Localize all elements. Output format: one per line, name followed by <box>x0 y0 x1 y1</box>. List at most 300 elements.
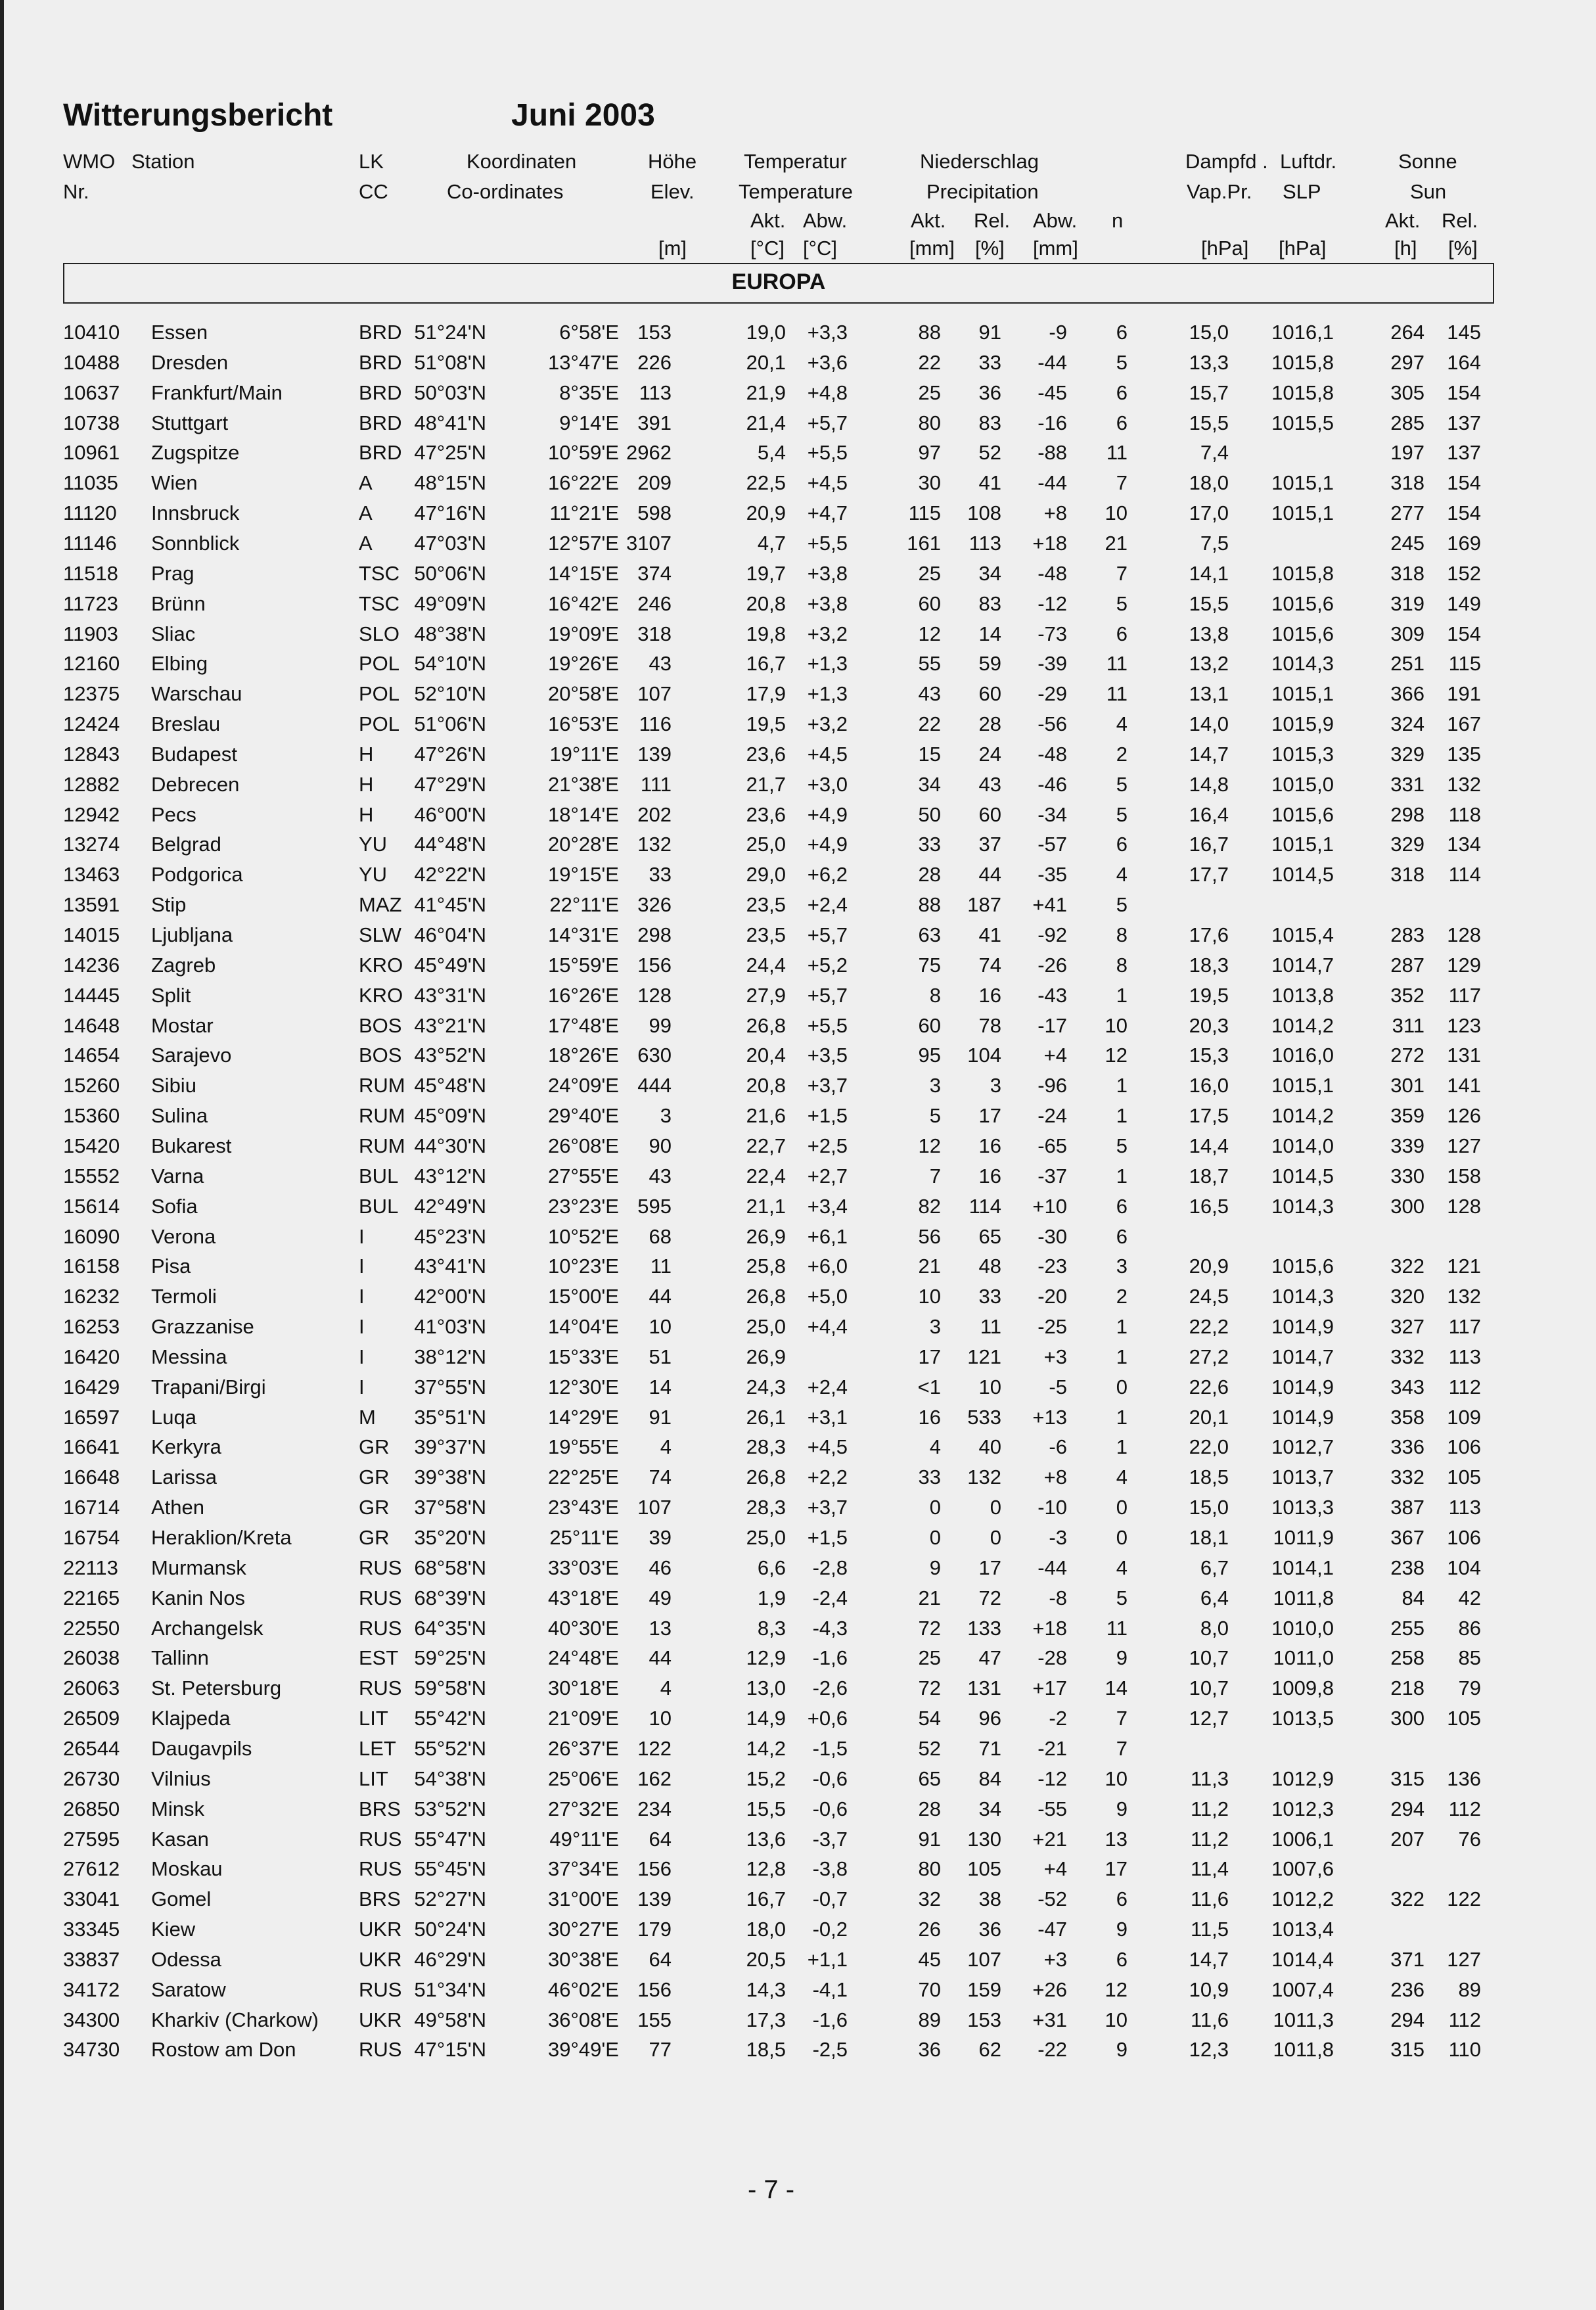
country-code: MAZ <box>359 893 402 916</box>
precip-actual: 0 <box>929 1526 941 1549</box>
temp-actual: 28,3 <box>746 1435 786 1458</box>
elevation: 598 <box>637 501 672 524</box>
longitude: 33°03'E <box>548 1556 619 1579</box>
longitude: 30°38'E <box>548 1948 619 1971</box>
temp-deviation: +2,2 <box>807 1466 848 1489</box>
precip-days: 1 <box>1116 1406 1128 1429</box>
precip-deviation: -12 <box>1037 592 1067 615</box>
temp-actual: 22,5 <box>746 471 786 494</box>
precip-relative: 3 <box>990 1074 1001 1097</box>
precip-deviation: -23 <box>1037 1255 1067 1278</box>
elevation: 209 <box>637 471 672 494</box>
longitude: 30°18'E <box>548 1676 619 1699</box>
precip-days: 1 <box>1116 1435 1128 1458</box>
wmo-number: 12942 <box>63 803 120 826</box>
precip-days: 10 <box>1105 1014 1128 1037</box>
station-name: Sofia <box>151 1195 198 1218</box>
longitude: 12°30'E <box>548 1375 619 1398</box>
sea-level-pressure: 1016,0 <box>1271 1044 1334 1067</box>
sea-level-pressure: 1015,3 <box>1271 743 1334 766</box>
station-name: Ljubljana <box>151 923 233 946</box>
temp-actual: 25,8 <box>746 1255 786 1278</box>
header-nr: Nr. <box>63 180 89 203</box>
precip-relative: 83 <box>978 411 1001 434</box>
longitude: 31°00'E <box>548 1887 619 1910</box>
precip-relative: 34 <box>978 1797 1001 1820</box>
station-name: Elbing <box>151 652 208 675</box>
sun-relative: 152 <box>1447 562 1481 585</box>
station-name: Sonnblick <box>151 532 240 555</box>
sun-relative: 113 <box>1448 1496 1481 1519</box>
elevation: 64 <box>649 1948 672 1971</box>
country-code: GR <box>359 1496 390 1519</box>
station-name: Murmansk <box>151 1556 246 1579</box>
temp-actual: 8,3 <box>757 1617 786 1640</box>
precip-deviation: -56 <box>1037 712 1067 735</box>
sun-hours: 197 <box>1390 441 1425 464</box>
precip-actual: 28 <box>918 863 941 886</box>
longitude: 19°26'E <box>548 652 619 675</box>
sun-hours: 324 <box>1390 712 1425 735</box>
report-period: Juni 2003 <box>511 98 655 133</box>
temp-deviation: +5,7 <box>807 923 848 946</box>
precip-deviation: -47 <box>1037 1918 1067 1941</box>
wmo-number: 12160 <box>63 652 120 675</box>
longitude: 21°09'E <box>548 1707 619 1730</box>
country-code: H <box>359 743 374 766</box>
sun-hours: 255 <box>1390 1617 1425 1640</box>
sun-relative: 141 <box>1447 1074 1481 1097</box>
elevation: 202 <box>637 803 672 826</box>
station-name: Belgrad <box>151 833 221 856</box>
latitude: 48°38'N <box>414 622 486 645</box>
sun-hours: 251 <box>1390 652 1425 675</box>
latitude: 55°47'N <box>414 1828 486 1851</box>
vapour-pressure: 22,6 <box>1189 1375 1229 1398</box>
vapour-pressure: 7,4 <box>1200 441 1229 464</box>
precip-deviation: -48 <box>1037 562 1067 585</box>
precip-days: 6 <box>1116 411 1128 434</box>
country-code: BRS <box>359 1887 401 1910</box>
elevation: 99 <box>649 1014 672 1037</box>
wmo-number: 10738 <box>63 411 120 434</box>
sun-relative: 121 <box>1447 1255 1481 1278</box>
precip-deviation: +26 <box>1032 1978 1067 2001</box>
wmo-number: 13274 <box>63 833 120 856</box>
sea-level-pressure: 1011,9 <box>1273 1526 1334 1549</box>
sun-hours: 331 <box>1390 773 1425 796</box>
precip-relative: 14 <box>978 622 1001 645</box>
temp-deviation: +4,7 <box>807 501 848 524</box>
station-name: Warschau <box>151 682 242 705</box>
sun-hours: 218 <box>1390 1676 1425 1699</box>
sun-relative: 42 <box>1458 1586 1481 1609</box>
temp-deviation: +6,1 <box>807 1225 848 1248</box>
sea-level-pressure: 1014,5 <box>1271 1165 1334 1188</box>
elevation: 4 <box>660 1435 672 1458</box>
elevation: 162 <box>637 1767 672 1790</box>
station-name: Breslau <box>151 712 221 735</box>
sun-relative: 169 <box>1447 532 1481 555</box>
sun-relative: 86 <box>1458 1617 1481 1640</box>
vapour-pressure: 14,8 <box>1189 773 1229 796</box>
station-name: Trapani/Birgi <box>151 1375 266 1398</box>
wmo-number: 15614 <box>63 1195 120 1218</box>
wmo-number: 16232 <box>63 1285 120 1308</box>
elevation: 630 <box>637 1044 672 1067</box>
vapour-pressure: 11,3 <box>1190 1767 1229 1790</box>
page-border <box>0 0 4 2310</box>
vapour-pressure: 16,7 <box>1189 833 1229 856</box>
sun-relative: 132 <box>1447 773 1481 796</box>
vapour-pressure: 27,2 <box>1189 1345 1229 1368</box>
precip-deviation: -25 <box>1037 1315 1067 1338</box>
wmo-number: 33041 <box>63 1887 120 1910</box>
latitude: 37°55'N <box>414 1375 486 1398</box>
temp-actual: 20,8 <box>746 592 786 615</box>
sea-level-pressure: 1014,9 <box>1271 1315 1334 1338</box>
elevation: 595 <box>637 1195 672 1218</box>
latitude: 48°15'N <box>414 471 486 494</box>
latitude: 42°49'N <box>414 1195 486 1218</box>
longitude: 20°58'E <box>548 682 619 705</box>
longitude: 40°30'E <box>548 1617 619 1640</box>
precip-days: 0 <box>1116 1496 1128 1519</box>
precip-deviation: -88 <box>1037 441 1067 464</box>
longitude: 26°08'E <box>548 1134 619 1157</box>
country-code: A <box>359 471 373 494</box>
longitude: 16°42'E <box>548 592 619 615</box>
temp-deviation: +4,5 <box>807 471 848 494</box>
station-name: Larissa <box>151 1466 217 1489</box>
precip-relative: 16 <box>978 1134 1001 1157</box>
precip-actual: 5 <box>929 1104 941 1127</box>
precip-deviation: -2 <box>1049 1707 1067 1730</box>
precip-relative: 43 <box>978 773 1001 796</box>
precip-actual: 3 <box>929 1315 941 1338</box>
header-temp-akt: Akt. <box>750 209 786 232</box>
latitude: 42°00'N <box>414 1285 486 1308</box>
temp-deviation: +3,8 <box>807 562 848 585</box>
country-code: RUS <box>359 1978 402 2001</box>
precip-actual: 60 <box>918 592 941 615</box>
temp-actual: 14,2 <box>746 1737 786 1760</box>
latitude: 48°41'N <box>414 411 486 434</box>
precip-deviation: +4 <box>1043 1857 1067 1880</box>
wmo-number: 11120 <box>63 501 117 524</box>
vapour-pressure: 22,0 <box>1189 1435 1229 1458</box>
precip-deviation: +3 <box>1043 1948 1067 1971</box>
precip-relative: 44 <box>978 863 1001 886</box>
sun-relative: 154 <box>1447 471 1481 494</box>
station-name: Kiew <box>151 1918 196 1941</box>
precip-actual: 50 <box>918 803 941 826</box>
country-code: BUL <box>359 1195 399 1218</box>
precip-days: 6 <box>1116 1225 1128 1248</box>
precip-deviation: -30 <box>1037 1225 1067 1248</box>
sun-hours: 359 <box>1390 1104 1425 1127</box>
longitude: 13°47'E <box>548 351 619 374</box>
sea-level-pressure: 1014,4 <box>1271 1948 1334 1971</box>
header-vappr: Vap.Pr. <box>1187 180 1252 203</box>
station-name: Moskau <box>151 1857 223 1880</box>
station-name: Luqa <box>151 1406 196 1429</box>
latitude: 47°29'N <box>414 773 486 796</box>
longitude: 49°11'E <box>549 1828 619 1851</box>
sea-level-pressure: 1009,8 <box>1271 1676 1334 1699</box>
station-name: St. Petersburg <box>151 1676 282 1699</box>
elevation: 226 <box>637 351 672 374</box>
precip-days: 6 <box>1116 1948 1128 1971</box>
country-code: POL <box>359 652 400 675</box>
temp-actual: 23,5 <box>746 923 786 946</box>
sea-level-pressure: 1007,6 <box>1271 1857 1334 1880</box>
page-number: - 7 - <box>748 2175 795 2204</box>
temp-actual: 23,6 <box>746 803 786 826</box>
sun-hours: 277 <box>1390 501 1425 524</box>
sea-level-pressure: 1015,8 <box>1271 351 1334 374</box>
sun-relative: 154 <box>1447 381 1481 404</box>
longitude: 16°22'E <box>548 471 619 494</box>
country-code: I <box>359 1285 365 1308</box>
longitude: 27°55'E <box>548 1165 619 1188</box>
precip-actual: 56 <box>918 1225 941 1248</box>
sun-relative: 126 <box>1447 1104 1481 1127</box>
precip-deviation: -57 <box>1037 833 1067 856</box>
precip-relative: 47 <box>978 1646 1001 1669</box>
header-station: Station <box>131 150 195 173</box>
wmo-number: 16253 <box>63 1315 120 1338</box>
sun-hours: 301 <box>1390 1074 1425 1097</box>
temp-deviation: +2,7 <box>807 1165 848 1188</box>
header-temperatur: Temperatur <box>744 150 847 173</box>
precip-relative: 159 <box>967 1978 1001 2001</box>
precip-actual: 43 <box>918 682 941 705</box>
country-code: I <box>359 1375 365 1398</box>
sea-level-pressure: 1014,2 <box>1271 1104 1334 1127</box>
precip-days: 0 <box>1116 1526 1128 1549</box>
latitude: 47°16'N <box>414 501 486 524</box>
vapour-pressure: 13,8 <box>1189 622 1229 645</box>
elevation: 10 <box>649 1315 672 1338</box>
vapour-pressure: 20,1 <box>1189 1406 1229 1429</box>
sun-hours: 318 <box>1390 562 1425 585</box>
precip-deviation: +31 <box>1032 2008 1067 2031</box>
sea-level-pressure: 1014,3 <box>1271 1195 1334 1218</box>
temp-actual: 14,9 <box>746 1707 786 1730</box>
station-name: Tallinn <box>151 1646 209 1669</box>
sun-relative: 104 <box>1447 1556 1481 1579</box>
longitude: 18°26'E <box>548 1044 619 1067</box>
latitude: 46°29'N <box>414 1948 486 1971</box>
latitude: 46°04'N <box>414 923 486 946</box>
wmo-number: 16090 <box>63 1225 120 1248</box>
precip-days: 10 <box>1105 501 1128 524</box>
temp-actual: 13,0 <box>746 1676 786 1699</box>
wmo-number: 16754 <box>63 1526 120 1549</box>
precip-days: 9 <box>1116 1797 1128 1820</box>
latitude: 43°12'N <box>414 1165 486 1188</box>
temp-deviation: -3,8 <box>812 1857 848 1880</box>
elevation: 43 <box>649 652 672 675</box>
station-name: Frankfurt/Main <box>151 381 283 404</box>
country-code: UKR <box>359 1948 402 1971</box>
country-code: UKR <box>359 2008 402 2031</box>
vapour-pressure: 19,5 <box>1189 984 1229 1007</box>
sun-hours: 329 <box>1390 833 1425 856</box>
precip-relative: 59 <box>978 652 1001 675</box>
temp-actual: 20,1 <box>746 351 786 374</box>
vapour-pressure: 17,6 <box>1189 923 1229 946</box>
latitude: 50°06'N <box>414 562 486 585</box>
elevation: 139 <box>637 743 672 766</box>
elevation: 44 <box>649 1646 672 1669</box>
precip-relative: 72 <box>978 1586 1001 1609</box>
vapour-pressure: 15,5 <box>1189 411 1229 434</box>
temp-actual: 26,1 <box>746 1406 786 1429</box>
precip-actual: 55 <box>918 652 941 675</box>
vapour-pressure: 20,3 <box>1189 1014 1229 1037</box>
precip-deviation: -10 <box>1037 1496 1067 1519</box>
sun-hours: 238 <box>1390 1556 1425 1579</box>
station-name: Debrecen <box>151 773 240 796</box>
temp-actual: 27,9 <box>746 984 786 1007</box>
latitude: 59°58'N <box>414 1676 486 1699</box>
latitude: 41°45'N <box>414 893 486 916</box>
precip-deviation: -9 <box>1049 321 1067 344</box>
country-code: RUS <box>359 1857 402 1880</box>
temp-deviation: +1,3 <box>807 682 848 705</box>
vapour-pressure: 15,0 <box>1189 1496 1229 1519</box>
precip-actual: 22 <box>918 351 941 374</box>
precip-actual: 80 <box>918 1857 941 1880</box>
longitude: 15°00'E <box>548 1285 619 1308</box>
precip-days: 5 <box>1116 893 1128 916</box>
elevation: 128 <box>637 984 672 1007</box>
precip-relative: 533 <box>967 1406 1001 1429</box>
elevation: 374 <box>637 562 672 585</box>
elevation: 318 <box>637 622 672 645</box>
temp-deviation: +2,4 <box>807 1375 848 1398</box>
wmo-number: 16597 <box>63 1406 120 1429</box>
temp-deviation: -0,7 <box>812 1887 848 1910</box>
temp-actual: 18,5 <box>746 2038 786 2061</box>
precip-deviation: -44 <box>1037 471 1067 494</box>
temp-deviation: +3,2 <box>807 622 848 645</box>
temp-actual: 20,5 <box>746 1948 786 1971</box>
station-name: Sliac <box>151 622 196 645</box>
wmo-number: 12424 <box>63 712 120 735</box>
elevation: 91 <box>649 1406 672 1429</box>
precip-relative: 83 <box>978 592 1001 615</box>
station-name: Klajpeda <box>151 1707 231 1730</box>
precip-days: 1 <box>1116 1165 1128 1188</box>
wmo-number: 16158 <box>63 1255 120 1278</box>
wmo-number: 34730 <box>63 2038 120 2061</box>
wmo-number: 14236 <box>63 954 120 977</box>
sun-hours: 294 <box>1390 2008 1425 2031</box>
temp-actual: 19,5 <box>746 712 786 735</box>
precip-relative: 37 <box>978 833 1001 856</box>
precip-days: 9 <box>1116 2038 1128 2061</box>
latitude: 38°12'N <box>414 1345 486 1368</box>
temp-actual: 1,9 <box>757 1586 786 1609</box>
vapour-pressure: 12,3 <box>1189 2038 1229 2061</box>
country-code: GR <box>359 1435 390 1458</box>
station-name: Grazzanise <box>151 1315 254 1338</box>
precip-deviation: -3 <box>1049 1526 1067 1549</box>
sea-level-pressure: 1014,0 <box>1271 1134 1334 1157</box>
precip-relative: 48 <box>978 1255 1001 1278</box>
precip-relative: 16 <box>978 1165 1001 1188</box>
temp-deviation: -0,6 <box>812 1797 848 1820</box>
elevation: 4 <box>660 1676 672 1699</box>
precip-relative: 131 <box>967 1676 1001 1699</box>
header-niederschlag: Niederschlag <box>920 150 1039 173</box>
header-sun: Sun <box>1410 180 1447 203</box>
precip-days: 12 <box>1105 1044 1128 1067</box>
precip-days: 1 <box>1116 1345 1128 1368</box>
longitude: 23°43'E <box>548 1496 619 1519</box>
wmo-number: 26509 <box>63 1707 120 1730</box>
vapour-pressure: 18,1 <box>1189 1526 1229 1549</box>
temp-deviation: -1,6 <box>812 1646 848 1669</box>
wmo-number: 12375 <box>63 682 120 705</box>
elevation: 44 <box>649 1285 672 1308</box>
latitude: 43°21'N <box>414 1014 486 1037</box>
temp-deviation: +3,7 <box>807 1074 848 1097</box>
wmo-number: 26038 <box>63 1646 120 1669</box>
sea-level-pressure: 1012,2 <box>1271 1887 1334 1910</box>
station-name: Split <box>151 984 191 1007</box>
header-precip-abw-unit: [mm] <box>1033 237 1078 260</box>
latitude: 53°52'N <box>414 1797 486 1820</box>
vapour-pressure: 11,6 <box>1190 1887 1229 1910</box>
wmo-number: 13591 <box>63 893 120 916</box>
station-name: Zagreb <box>151 954 216 977</box>
precip-relative: 113 <box>969 532 1001 555</box>
precip-deviation: +3 <box>1043 1345 1067 1368</box>
sea-level-pressure: 1014,9 <box>1271 1375 1334 1398</box>
station-name: Heraklion/Kreta <box>151 1526 292 1549</box>
header-hoehe-unit: [m] <box>658 237 687 260</box>
temp-deviation: +5,5 <box>807 441 848 464</box>
wmo-number: 10637 <box>63 381 120 404</box>
longitude: 46°02'E <box>548 1978 619 2001</box>
elevation: 139 <box>637 1887 672 1910</box>
sea-level-pressure: 1013,8 <box>1271 984 1334 1007</box>
station-name: Innsbruck <box>151 501 240 524</box>
temp-deviation: -2,4 <box>812 1586 848 1609</box>
elevation: 33 <box>649 863 672 886</box>
elevation: 77 <box>649 2038 672 2061</box>
longitude: 14°04'E <box>548 1315 619 1338</box>
header-temp-akt-unit: [°C] <box>750 237 785 260</box>
precip-deviation: -28 <box>1037 1646 1067 1669</box>
temp-actual: 29,0 <box>746 863 786 886</box>
precip-days: 8 <box>1116 923 1128 946</box>
sun-relative: 131 <box>1447 1044 1481 1067</box>
vapour-pressure: 11,2 <box>1190 1797 1229 1820</box>
temp-actual: 23,5 <box>746 893 786 916</box>
precip-relative: 52 <box>978 441 1001 464</box>
latitude: 45°48'N <box>414 1074 486 1097</box>
header-slp: SLP <box>1283 180 1321 203</box>
sun-hours: 245 <box>1390 532 1425 555</box>
precip-actual: 80 <box>918 411 941 434</box>
precip-relative: 114 <box>969 1195 1001 1218</box>
precip-relative: 33 <box>978 351 1001 374</box>
